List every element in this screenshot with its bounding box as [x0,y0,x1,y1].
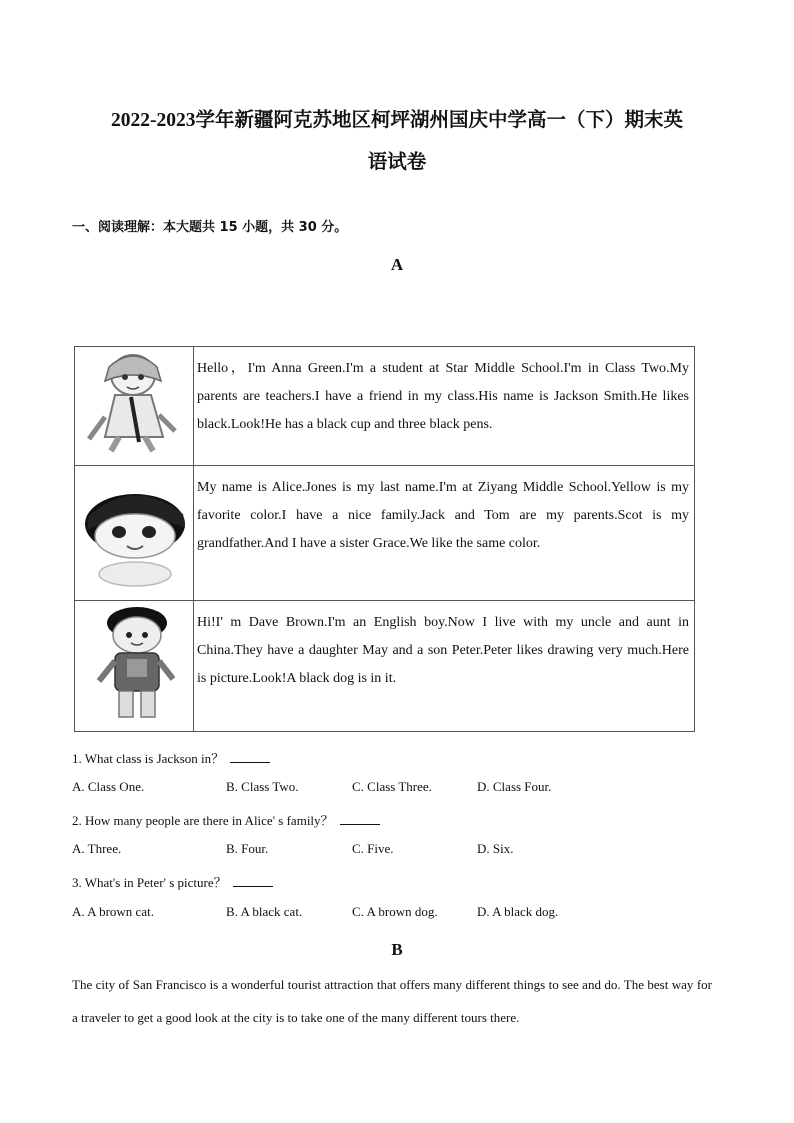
question-3 [72,872,273,891]
question-1-options [72,779,632,797]
page-title [60,100,734,184]
option-b: B. A black cat. [226,904,303,919]
passage-text: My name is Alice.Jones is my last name.I'm at Ziyang Middle School.Yellow is my favorite color.I have a nice family.Jack and Tom are my parents.Scot is my grandfather.And I have a sister Grace.We like the same color. [194,466,695,601]
answer-blank[interactable] [230,751,270,763]
cartoon-boy-icon [75,601,193,723]
option-b: B. Class Two. [226,779,299,794]
passage-row [75,347,695,466]
passage-text: Hi!I' m Dave Brown.I'm an English boy.Now I live with my uncle and aunt in China.They have a daughter May and a son Peter.Peter likes drawing very much.Here is picture.Look!A black dog is in it. [194,601,695,732]
option-c: C. A brown dog. [352,904,438,919]
option-d: D. Six. [477,841,514,856]
option-b: B. Four. [226,841,269,856]
question-stem: 3. What's in Peter' s picture？ [72,875,227,890]
question-2 [72,810,380,829]
cartoon-face-icon [75,466,193,592]
part-b-heading: B [391,940,403,959]
question-3-options [72,904,632,922]
title-line-1: 2022-2023学年新疆阿克苏地区柯坪湖州国庆中学高一（下）期末英 [111,110,683,131]
title-line-2: 语试卷 [367,152,427,173]
option-a: A. A brown cat. [72,904,154,919]
section-heading: 一、阅读理解：本大题共 15 小题，共 30 分。 [72,220,348,235]
passage-row [75,466,695,601]
part-a-heading: A [390,255,404,274]
option-c: C. Class Three. [352,779,432,794]
option-a: A. Three. [72,841,122,856]
passage-image-cell [75,347,194,466]
passage-text: Hello，I'm Anna Green.I'm a student at Star Middle School.I'm in Class Two.My parents are teachers.I have a friend in my class.His name is Jackson Smith.He likes black.Look!He has a black cup and three black pens. [194,347,695,466]
passage-row [75,601,695,732]
question-1 [72,748,270,767]
answer-blank[interactable] [233,875,273,887]
question-stem: 2. How many people are there in Alice' s family？ [72,813,334,828]
passage-image-cell [75,601,194,732]
option-d: D. Class Four. [477,779,552,794]
part-b-paragraph: The city of San Francisco is a wonderful tourist attraction that offers many different things to see and do. The best way for a traveler to get a good look at the city is to take one of the many different tours there. [72,977,712,1025]
answer-blank[interactable] [340,813,380,825]
question-2-options [72,841,632,859]
question-stem: 1. What class is Jackson in？ [72,751,225,766]
passage-image-cell [75,466,194,601]
option-c: C. Five. [352,841,394,856]
passages-table [74,346,695,732]
option-d: D. A black dog. [477,904,559,919]
cartoon-girl-icon [75,347,193,457]
option-a: A. Class One. [72,779,145,794]
